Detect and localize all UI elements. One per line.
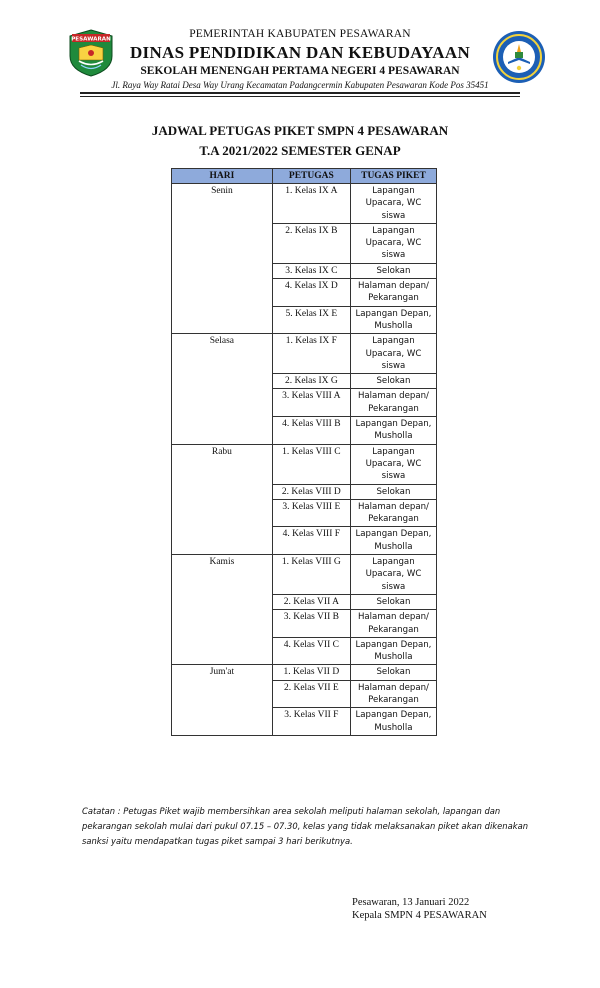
letterhead-government: PEMERINTAH KABUPATEN PESAWARAN [189, 28, 411, 40]
cell-petugas: 1. Kelas VII D [272, 665, 350, 680]
cell-petugas: 3. Kelas VIII A [272, 389, 350, 417]
cell-hari: Senin [172, 184, 273, 334]
cell-tugas-piket: Lapangan Depan, Musholla [350, 417, 436, 445]
cell-petugas: 4. Kelas VIII B [272, 417, 350, 445]
cell-petugas: 2. Kelas IX G [272, 374, 350, 389]
cell-petugas: 1. Kelas VIII G [272, 555, 350, 595]
pesawaran-regency-logo [66, 28, 116, 78]
letterhead-divider-thin [80, 96, 520, 97]
cell-tugas-piket: Lapangan Upacara, WC siswa [350, 184, 436, 224]
cell-petugas: 3. Kelas VII F [272, 708, 350, 736]
cell-tugas-piket: Lapangan Depan, Musholla [350, 527, 436, 555]
cell-petugas: 5. Kelas IX E [272, 306, 350, 334]
table-row [172, 184, 437, 224]
table-row [172, 444, 437, 484]
cell-hari: Rabu [172, 444, 273, 554]
cell-tugas-piket: Halaman depan/ Pekarangan [350, 389, 436, 417]
cell-petugas: 2. Kelas IX B [272, 223, 350, 263]
signature-position: Kepala SMPN 4 PESAWARAN [352, 910, 487, 921]
cell-tugas-piket: Lapangan Depan, Musholla [350, 637, 436, 665]
cell-tugas-piket: Lapangan Depan, Musholla [350, 708, 436, 736]
cell-tugas-piket: Halaman depan/ Pekarangan [350, 610, 436, 638]
letterhead-school: SEKOLAH MENENGAH PERTAMA NEGERI 4 PESAWARAN [140, 65, 460, 77]
cell-tugas-piket: Lapangan Upacara, WC siswa [350, 223, 436, 263]
cell-tugas-piket: Selokan [350, 263, 436, 278]
cell-tugas-piket: Selokan [350, 484, 436, 499]
cell-petugas: 4. Kelas VII C [272, 637, 350, 665]
header-tugas-piket: TUGAS PIKET [350, 169, 436, 184]
cell-petugas: 3. Kelas IX C [272, 263, 350, 278]
cell-tugas-piket: Halaman depan/ Pekarangan [350, 680, 436, 708]
cell-petugas: 4. Kelas IX D [272, 279, 350, 307]
cell-petugas: 1. Kelas IX A [272, 184, 350, 224]
header-petugas: PETUGAS [272, 169, 350, 184]
cell-tugas-piket: Halaman depan/ Pekarangan [350, 499, 436, 527]
cell-petugas: 4. Kelas VIII F [272, 527, 350, 555]
letterhead [0, 0, 600, 100]
cell-petugas: 2. Kelas VII E [272, 680, 350, 708]
table-row [172, 555, 437, 595]
signature-place-date: Pesawaran, 13 Januari 2022 [352, 897, 470, 908]
cell-petugas: 3. Kelas VIII E [272, 499, 350, 527]
cell-petugas: 1. Kelas IX F [272, 334, 350, 374]
logo-left-text: PESAWARAN [71, 36, 111, 43]
cell-tugas-piket: Halaman depan/ Pekarangan [350, 279, 436, 307]
cell-tugas-piket: Selokan [350, 665, 436, 680]
table-row [172, 334, 437, 374]
letterhead-department: DINAS PENDIDIKAN DAN KEBUDAYAAN [129, 43, 471, 62]
letterhead-divider-thick [80, 92, 520, 94]
cell-petugas: 1. Kelas VIII C [272, 444, 350, 484]
school-emblem-logo [492, 30, 546, 84]
cell-tugas-piket: Lapangan Upacara, WC siswa [350, 555, 436, 595]
schedule-table [171, 168, 437, 736]
signature-block [352, 896, 487, 922]
cell-tugas-piket: Lapangan Depan, Musholla [350, 306, 436, 334]
cell-tugas-piket: Lapangan Upacara, WC siswa [350, 444, 436, 484]
cell-petugas: 2. Kelas VII A [272, 594, 350, 609]
note-text: Catatan : Petugas Piket wajib membersihkan area sekolah meliputi halaman sekolah, lapangan dan pekarangan sekolah mulai dari pukul 07.15 – 07.30, kelas yang tidak melaksanakan piket akan dikenakan sanksi yaitu mendapatkan tugas piket sampai 3 hari berikutnya. [82, 806, 529, 846]
letterhead-address: Jl. Raya Way Ratai Desa Way Urang Kecamatan Padangcermin Kabupaten Pesawaran Kode Pos 35451 [111, 80, 489, 90]
document-title: JADWAL PETUGAS PIKET SMPN 4 PESAWARAN [151, 123, 449, 138]
header-hari: HARI [172, 169, 273, 184]
cell-hari: Selasa [172, 334, 273, 444]
table-header-row [172, 169, 437, 184]
cell-tugas-piket: Selokan [350, 374, 436, 389]
cell-hari: Kamis [172, 555, 273, 665]
cell-hari: Jum'at [172, 665, 273, 735]
cell-petugas: 3. Kelas VII B [272, 610, 350, 638]
table-row [172, 665, 437, 680]
cell-petugas: 2. Kelas VIII D [272, 484, 350, 499]
cell-tugas-piket: Lapangan Upacara, WC siswa [350, 334, 436, 374]
cell-tugas-piket: Selokan [350, 594, 436, 609]
document-subtitle: T.A 2021/2022 SEMESTER GENAP [199, 143, 401, 158]
